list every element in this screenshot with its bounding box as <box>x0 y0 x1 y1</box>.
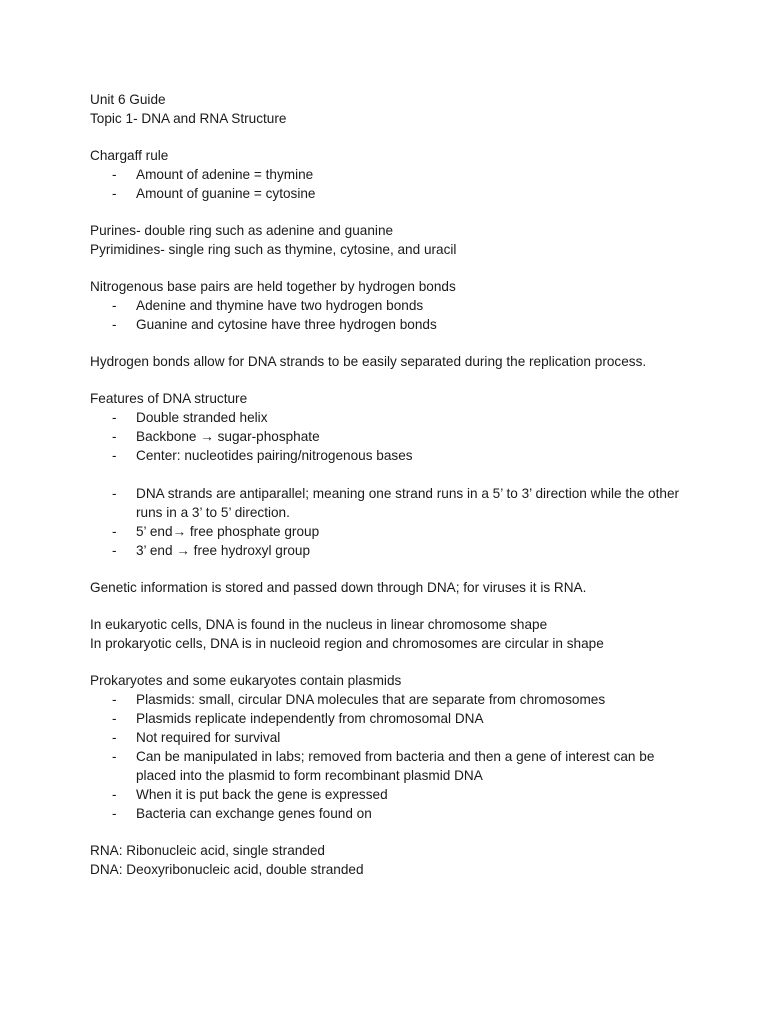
list-item <box>90 296 680 315</box>
list-item-text: Not required for survival <box>136 730 281 745</box>
list-item-text: Amount of adenine = thymine <box>136 167 314 182</box>
pyrimidines-text: Pyrimidines- single ring such as thymine, cytosine, and uracil <box>90 242 457 257</box>
list-item <box>90 785 680 804</box>
bullet-dash: - <box>112 298 117 313</box>
bullet-dash: - <box>112 186 117 201</box>
list-item-text: Adenine and thymine have two hydrogen bonds <box>136 298 424 313</box>
title-block <box>90 90 680 128</box>
list-item <box>90 709 680 728</box>
bullet-dash: - <box>112 410 117 425</box>
list-item-text: Bacteria can exchange genes found on <box>136 806 372 821</box>
bullet-dash: - <box>112 167 117 182</box>
bullet-dash: - <box>112 730 117 745</box>
rna-definition: RNA: Ribonucleic acid, single stranded <box>90 843 325 858</box>
bullet-dash: - <box>112 692 117 707</box>
hydrogen-bonds-section <box>90 352 680 371</box>
bullet-dash: - <box>112 448 117 463</box>
list-item-text: Backbone → sugar-phosphate <box>136 429 320 444</box>
document-body <box>90 90 680 897</box>
list-item-text: Amount of guanine = cytosine <box>136 186 316 201</box>
bullet-dash: - <box>112 486 117 501</box>
definitions-section <box>90 841 680 879</box>
genetic-info-text: Genetic information is stored and passed down through DNA; for viruses it is RNA. <box>90 580 587 595</box>
list-item <box>90 408 680 427</box>
list-item <box>90 690 680 709</box>
plasmids-section <box>90 671 680 823</box>
list-item <box>90 446 680 465</box>
list-item-text: 3’ end → free hydroxyl group <box>136 543 311 558</box>
list-item-text: Double stranded helix <box>136 410 268 425</box>
bullet-dash: - <box>112 787 117 802</box>
list-item-text: Plasmids: small, circular DNA molecules that are separate from chromosomes <box>136 692 606 707</box>
purines-section <box>90 221 680 259</box>
list-item <box>90 484 680 522</box>
features-heading: Features of DNA structure <box>90 391 248 406</box>
plasmids-heading: Prokaryotes and some eukaryotes contain plasmids <box>90 673 402 688</box>
list-item <box>90 747 680 785</box>
bullet-dash: - <box>112 317 117 332</box>
list-item <box>90 728 680 747</box>
bullet-dash: - <box>112 806 117 821</box>
blank-line <box>90 465 680 484</box>
bullet-dash: - <box>112 749 117 764</box>
bullet-dash: - <box>112 543 117 558</box>
list-item <box>90 522 680 541</box>
base-pairs-section <box>90 277 680 334</box>
list-item-text: Can be manipulated in labs; removed from bacteria and then a gene of interest can be placed into the plasmid to form recombinant plasmid DNA <box>136 749 655 783</box>
features-section <box>90 389 680 560</box>
bullet-dash: - <box>112 524 117 539</box>
chargaff-heading: Chargaff rule <box>90 148 169 163</box>
list-item-text: When it is put back the gene is expressed <box>136 787 388 802</box>
eukaryotic-text: In eukaryotic cells, DNA is found in the nucleus in linear chromosome shape <box>90 617 548 632</box>
topic-heading: Topic 1- DNA and RNA Structure <box>90 111 287 126</box>
genetic-info-section <box>90 578 680 597</box>
bullet-dash: - <box>112 711 117 726</box>
list-item <box>90 315 680 334</box>
prokaryotic-text: In prokaryotic cells, DNA is in nucleoid region and chromosomes are circular in shape <box>90 636 604 651</box>
list-item <box>90 427 680 446</box>
list-item <box>90 541 680 560</box>
base-pairs-heading: Nitrogenous base pairs are held together by hydrogen bonds <box>90 279 456 294</box>
chargaff-section <box>90 146 680 203</box>
cell-types-section <box>90 615 680 653</box>
list-item <box>90 165 680 184</box>
list-item <box>90 804 680 823</box>
hydrogen-bonds-text: Hydrogen bonds allow for DNA strands to be easily separated during the replication process. <box>90 354 647 369</box>
list-item-text: Plasmids replicate independently from chromosomal DNA <box>136 711 484 726</box>
list-item-text: DNA strands are antiparallel; meaning one strand runs in a 5’ to 3’ direction while the other runs in a 3’ to 5’ direction. <box>136 486 680 520</box>
document-title: Unit 6 Guide <box>90 92 166 107</box>
dna-definition: DNA: Deoxyribonucleic acid, double stranded <box>90 862 364 877</box>
list-item-text: 5’ end→ free phosphate group <box>136 524 320 539</box>
list-item <box>90 184 680 203</box>
list-item-text: Center: nucleotides pairing/nitrogenous bases <box>136 448 413 463</box>
bullet-dash: - <box>112 429 117 444</box>
list-item-text: Guanine and cytosine have three hydrogen bonds <box>136 317 437 332</box>
purines-text: Purines- double ring such as adenine and guanine <box>90 223 394 238</box>
